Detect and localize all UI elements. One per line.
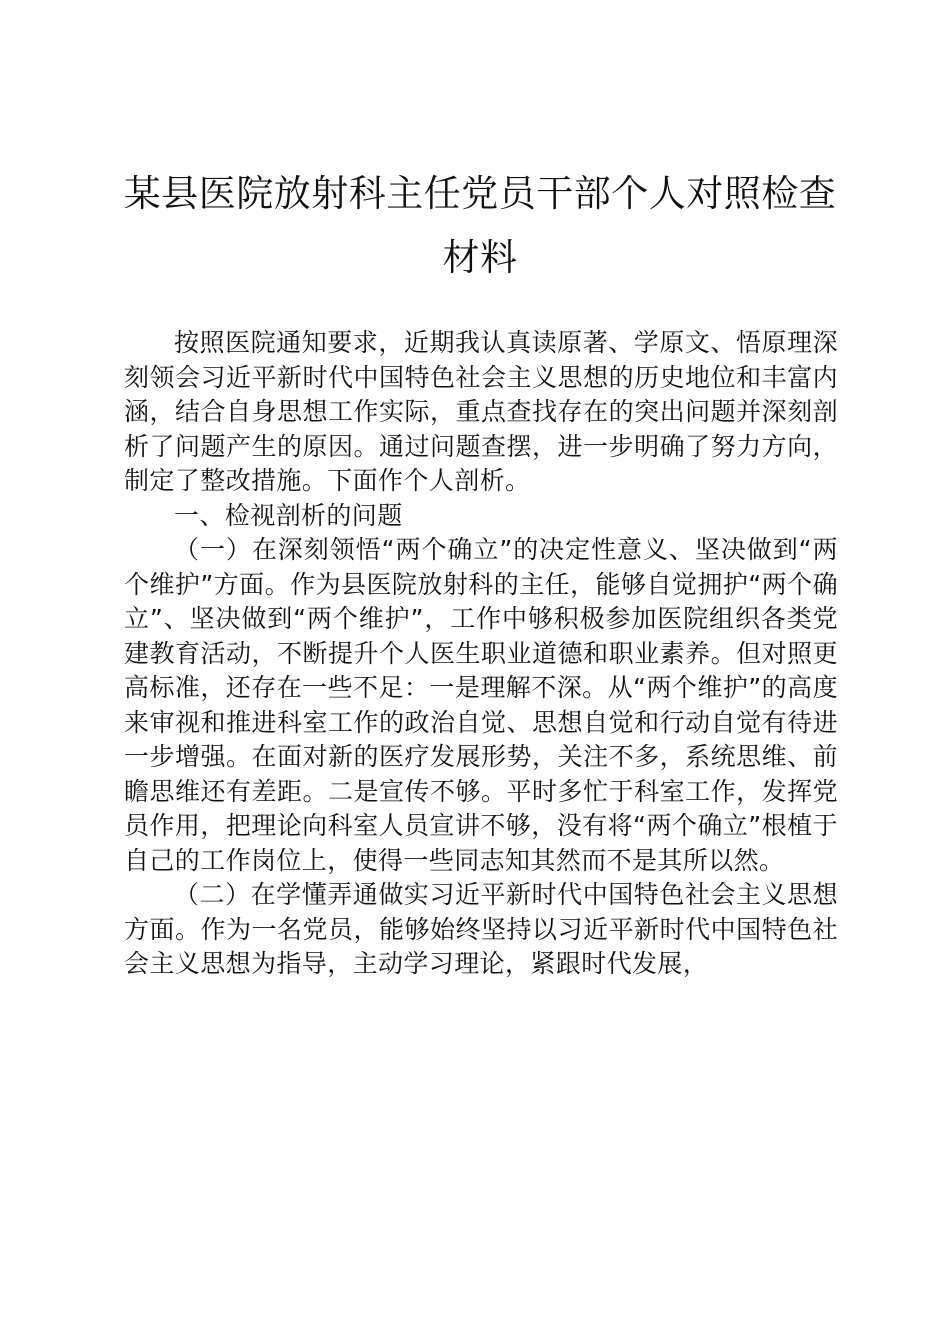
document-title: 某县医院放射科主任党员干部个人对照检查材料 xyxy=(123,172,837,279)
section-2-paragraph: （二）在学懂弄通做实习近平新时代中国特色社会主义思想方面。作为一名党员，能够始终坚持以习近平新时代中国特色社会主义思想为指导，主动学习理论，紧跟时代发展， xyxy=(124,880,838,978)
section-heading: 一、检视剖析的问题 xyxy=(174,500,403,530)
section-1-paragraph: （一）在深刻领悟“两个确立”的决定性意义、坚决做到“两个维护”方面。作为县医院放射科的主任，能够自觉拥护“两个确立”、坚决做到“两个维护”，工作中够积极参加医院组织各类党建教育活动，不断提升个人医生职业道德和职业素养。但对照更高标准，还存在一些不足：一是理解不深。从“两个维护”的高度来审视和推进科室工作的政治自觉、思想自觉和行动自觉有待进一步增强。在面对新的医疗发展形势，关注不多，系统思维、前瞻思维还有差距。二是宣传不够。平时多忙于科室工作，发挥党员作用，把理论向科室人员宣讲不够，没有将“两个确立”根植于自己的工作岗位上，使得一些同志知其然而不是其所以然。 xyxy=(124,535,838,875)
document-body xyxy=(124,326,838,982)
intro-paragraph: 按照医院通知要求，近期我认真读原著、学原文、悟原理深刻领会习近平新时代中国特色社会主义思想的历史地位和丰富内涵，结合自身思想工作实际，重点查找存在的突出问题并深刻剖析了问题产生的原因。通过问题查摆，进一步明确了努力方向，制定了整改措施。下面作个人剖析。 xyxy=(124,328,838,495)
